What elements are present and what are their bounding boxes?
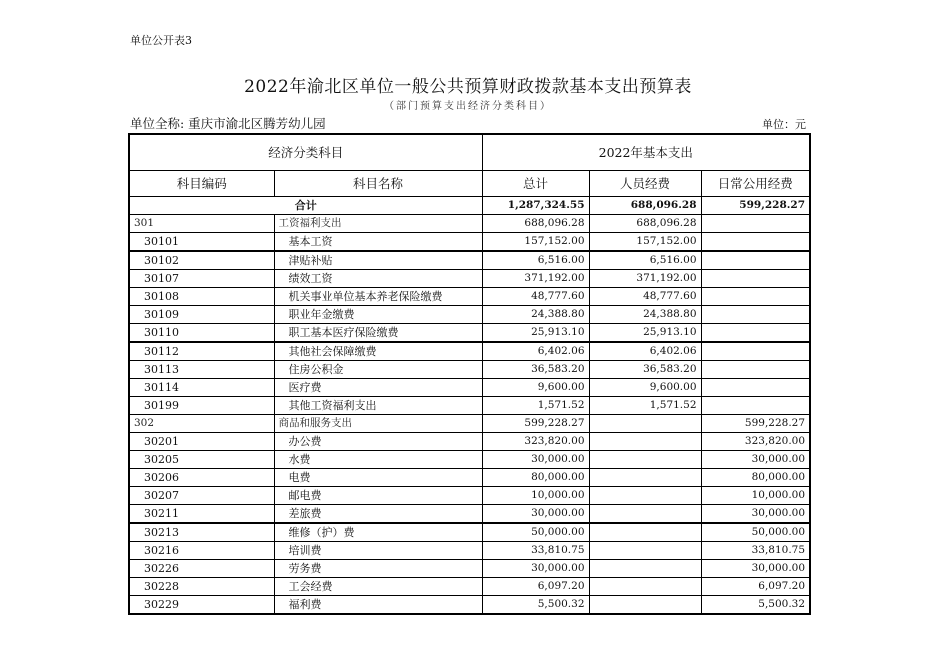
amount-total: 157,152.00: [482, 233, 589, 252]
table-row: [129, 560, 810, 578]
table-row: [129, 288, 810, 306]
account-name: 邮电费: [274, 487, 482, 505]
table-row: [129, 233, 810, 252]
table-row: [129, 578, 810, 596]
amount-total: 25,913.10: [482, 324, 589, 343]
table-row: [129, 523, 810, 542]
amount-total: 599,228.27: [482, 415, 589, 433]
amount-public: [701, 215, 810, 233]
amount-personnel: [589, 560, 701, 578]
amount-total: 30,000.00: [482, 505, 589, 524]
amount-personnel: [589, 433, 701, 451]
account-name: 医疗费: [274, 379, 482, 397]
table-row: [129, 596, 810, 615]
table-row: [129, 433, 810, 451]
account-code: 30109: [129, 306, 274, 324]
account-code: 30229: [129, 596, 274, 615]
header-econ-category: 经济分类科目: [129, 134, 482, 171]
account-name: 绩效工资: [274, 270, 482, 288]
page-title: 2022年渝北区单位一般公共预算财政拨款基本支出预算表: [244, 77, 692, 97]
amount-personnel: 6,402.06: [589, 342, 701, 361]
amount-total: 24,388.80: [482, 306, 589, 324]
amount-total: 5,500.32: [482, 596, 589, 615]
total-label: 合计: [129, 197, 482, 215]
table-row: [129, 469, 810, 487]
table-row: [129, 487, 810, 505]
amount-public: 33,810.75: [701, 542, 810, 560]
amount-personnel: [589, 487, 701, 505]
amount-personnel: 157,152.00: [589, 233, 701, 252]
table-row: [129, 251, 810, 270]
amount-total: 6,097.20: [482, 578, 589, 596]
amount-public: 30,000.00: [701, 560, 810, 578]
account-code: 30226: [129, 560, 274, 578]
amount-personnel: [589, 542, 701, 560]
account-name: 机关事业单位基本养老保险缴费: [274, 288, 482, 306]
account-name: 商品和服务支出: [274, 415, 482, 433]
account-name: 工资福利支出: [274, 215, 482, 233]
amount-public: [701, 361, 810, 379]
table-row: [129, 342, 810, 361]
amount-public: 5,500.32: [701, 596, 810, 615]
header-code: 科目编码: [129, 171, 274, 197]
amount-personnel: [589, 578, 701, 596]
amount-public: 50,000.00: [701, 523, 810, 542]
amount-personnel: 24,388.80: [589, 306, 701, 324]
amount-personnel: [589, 596, 701, 615]
amount-personnel: [589, 469, 701, 487]
column-header-row: [129, 171, 810, 197]
account-code: 30113: [129, 361, 274, 379]
amount-personnel: 6,516.00: [589, 251, 701, 270]
amount-public: 599,228.27: [701, 415, 810, 433]
account-name: 培训费: [274, 542, 482, 560]
header-personnel: 人员经费: [589, 171, 701, 197]
table-row: [129, 215, 810, 233]
amount-personnel: 1,571.52: [589, 397, 701, 415]
amount-personnel: 688,096.28: [589, 215, 701, 233]
account-name: 职业年金缴费: [274, 306, 482, 324]
account-name: 维修（护）费: [274, 523, 482, 542]
account-name: 水费: [274, 451, 482, 469]
amount-public: [701, 324, 810, 343]
account-code: 30112: [129, 342, 274, 361]
account-code: 30201: [129, 433, 274, 451]
amount-public: [701, 397, 810, 415]
amount-total: 323,820.00: [482, 433, 589, 451]
amount-total: 371,192.00: [482, 270, 589, 288]
total-personnel: 688,096.28: [589, 197, 701, 215]
table-number-label: 单位公开表3: [130, 34, 192, 47]
amount-personnel: [589, 505, 701, 524]
amount-personnel: 371,192.00: [589, 270, 701, 288]
amount-public: [701, 342, 810, 361]
account-code: 30110: [129, 324, 274, 343]
amount-total: 6,516.00: [482, 251, 589, 270]
table-row: [129, 379, 810, 397]
account-code: 30216: [129, 542, 274, 560]
amount-total: 9,600.00: [482, 379, 589, 397]
table-row: [129, 361, 810, 379]
account-code: 302: [129, 415, 274, 433]
amount-personnel: [589, 451, 701, 469]
amount-total: 33,810.75: [482, 542, 589, 560]
account-code: 30206: [129, 469, 274, 487]
table-row: [129, 270, 810, 288]
amount-public: 80,000.00: [701, 469, 810, 487]
amount-public: 323,820.00: [701, 433, 810, 451]
account-code: 30199: [129, 397, 274, 415]
amount-personnel: 25,913.10: [589, 324, 701, 343]
table-row: [129, 451, 810, 469]
amount-total: 6,402.06: [482, 342, 589, 361]
table-row: [129, 306, 810, 324]
table-row: [129, 505, 810, 524]
amount-personnel: [589, 523, 701, 542]
amount-personnel: [589, 415, 701, 433]
account-code: 30102: [129, 251, 274, 270]
amount-personnel: 48,777.60: [589, 288, 701, 306]
group-header-row: [129, 134, 810, 171]
account-name: 电费: [274, 469, 482, 487]
account-name: 住房公积金: [274, 361, 482, 379]
unit-full-name: 单位全称: 重庆市渝北区腾芳幼儿园: [130, 116, 326, 131]
amount-public: 30,000.00: [701, 505, 810, 524]
account-name: 其他工资福利支出: [274, 397, 482, 415]
table-row: [129, 324, 810, 343]
amount-personnel: 9,600.00: [589, 379, 701, 397]
amount-public: [701, 288, 810, 306]
table-row: [129, 542, 810, 560]
account-name: 劳务费: [274, 560, 482, 578]
account-code: 30207: [129, 487, 274, 505]
table-row: [129, 397, 810, 415]
amount-public: 30,000.00: [701, 451, 810, 469]
header-name: 科目名称: [274, 171, 482, 197]
account-name: 其他社会保障缴费: [274, 342, 482, 361]
amount-public: [701, 379, 810, 397]
account-name: 工会经费: [274, 578, 482, 596]
account-code: 30213: [129, 523, 274, 542]
amount-total: 10,000.00: [482, 487, 589, 505]
account-code: 30114: [129, 379, 274, 397]
account-code: 301: [129, 215, 274, 233]
amount-total: 48,777.60: [482, 288, 589, 306]
total-row: [129, 197, 810, 215]
account-code: 30101: [129, 233, 274, 252]
account-name: 福利费: [274, 596, 482, 615]
amount-total: 1,571.52: [482, 397, 589, 415]
header-total: 总计: [482, 171, 589, 197]
amount-total: 30,000.00: [482, 560, 589, 578]
amount-total: 80,000.00: [482, 469, 589, 487]
account-code: 30211: [129, 505, 274, 524]
amount-public: [701, 233, 810, 252]
amount-public: 10,000.00: [701, 487, 810, 505]
amount-total: 36,583.20: [482, 361, 589, 379]
amount-total: 30,000.00: [482, 451, 589, 469]
account-code: 30228: [129, 578, 274, 596]
account-name: 津贴补贴: [274, 251, 482, 270]
amount-total: 688,096.28: [482, 215, 589, 233]
account-name: 基本工资: [274, 233, 482, 252]
amount-public: [701, 306, 810, 324]
amount-public: [701, 251, 810, 270]
amount-total: 50,000.00: [482, 523, 589, 542]
amount-public: [701, 270, 810, 288]
account-name: 办公费: [274, 433, 482, 451]
amount-personnel: 36,583.20: [589, 361, 701, 379]
header-basic-expenditure: 2022年基本支出: [482, 134, 810, 171]
header-public: 日常公用经费: [701, 171, 810, 197]
amount-public: 6,097.20: [701, 578, 810, 596]
total-public: 599,228.27: [701, 197, 810, 215]
account-name: 差旅费: [274, 505, 482, 524]
account-code: 30205: [129, 451, 274, 469]
page-subtitle: （部门预算支出经济分类科目）: [384, 101, 552, 112]
account-code: 30108: [129, 288, 274, 306]
account-code: 30107: [129, 270, 274, 288]
account-name: 职工基本医疗保险缴费: [274, 324, 482, 343]
table-row: [129, 415, 810, 433]
budget-table: [128, 133, 811, 615]
currency-unit-label: 单位：元: [762, 118, 806, 131]
total-amount: 1,287,324.55: [482, 197, 589, 215]
